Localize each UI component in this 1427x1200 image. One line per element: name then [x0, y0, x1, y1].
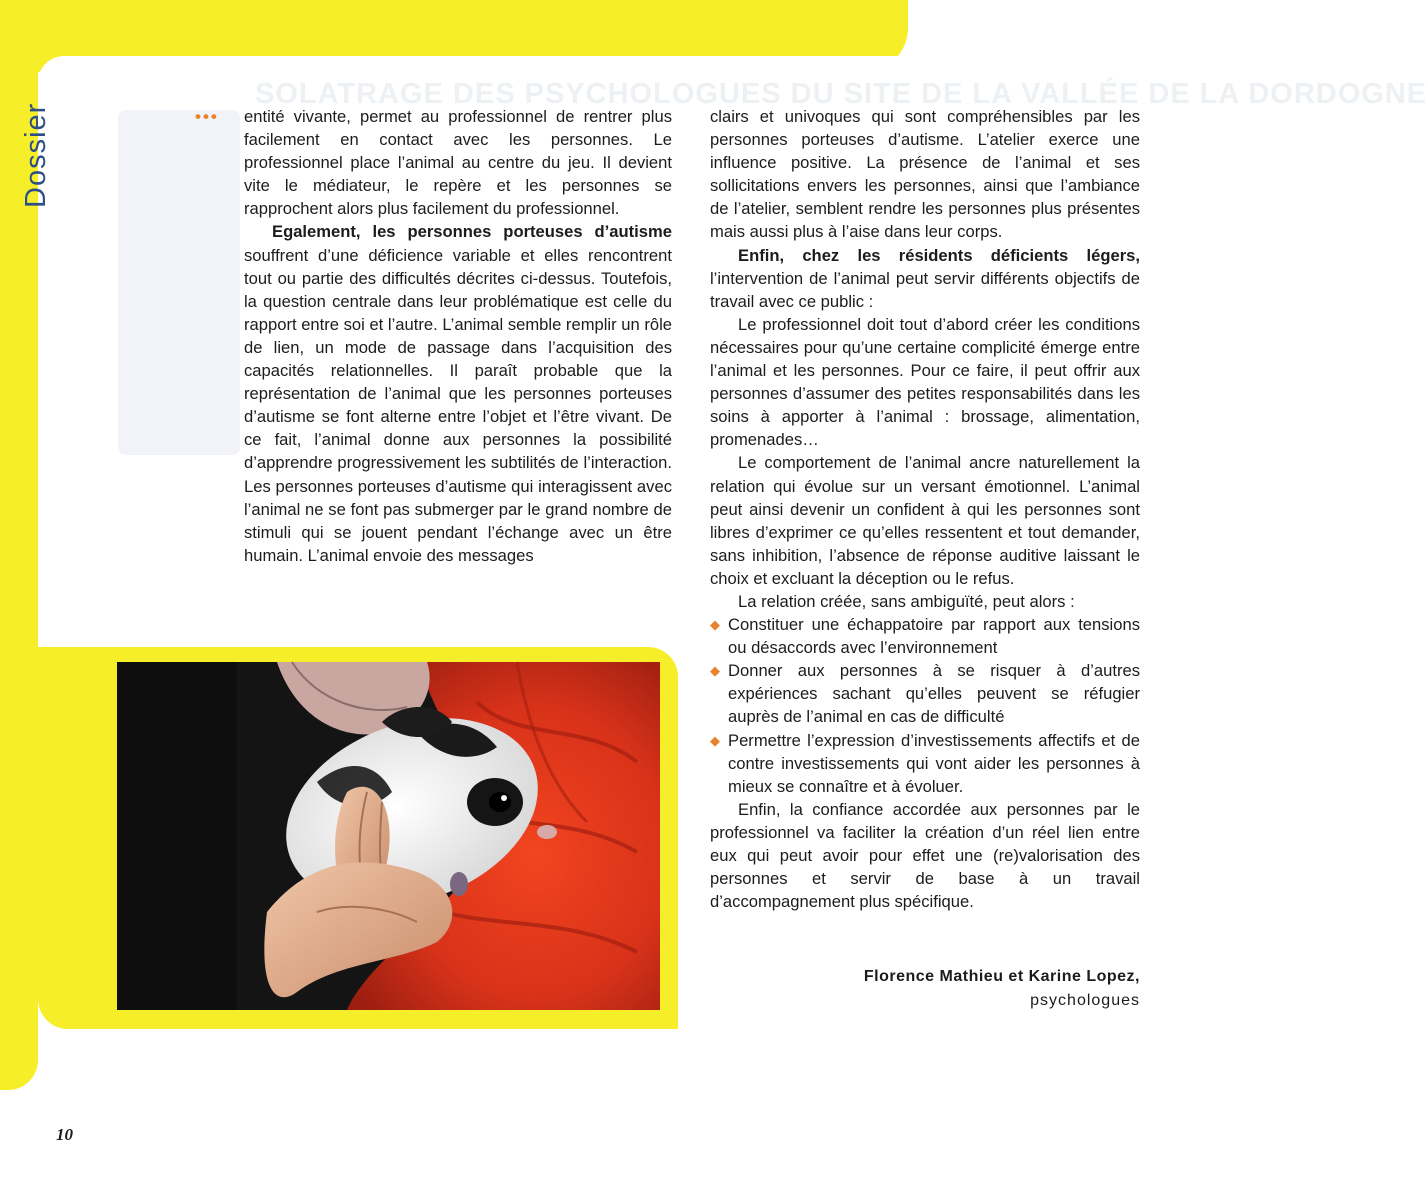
section-label: Dossier [20, 102, 52, 208]
paragraph: Le comportement de l’animal ancre naturellement la relation qui évolue sur un versant émotionnel. L’animal peut ainsi devenir un confident à qui les personnes sont libres d’exprimer ce qu’elles ressentent et tout demander, sans inhibition, l’absence de réponse auditive laissant le choix et excluant la déception ou le refus. [710, 453, 1140, 588]
paragraph-body: l’intervention de l’animal peut servir différents objectifs de travail avec ce public : [710, 268, 1140, 311]
author-role: psychologues [1030, 992, 1140, 1009]
paragraph [244, 220, 672, 566]
paragraph: La relation créée, sans ambiguïté, peut alors : [738, 591, 1075, 611]
paragraph-lead: Egalement, les personnes porteuses d’autisme [272, 222, 672, 242]
paragraph [710, 244, 1140, 313]
list-item: ◆ Constituer une échappatoire par rapport aux tensions ou désaccords avec l’environnement [710, 613, 1140, 659]
list-item: ◆ Permettre l’expression d’investissements affectifs et de contre investissements qui vont aider les personnes à mieux se connaître et à évoluer. [710, 729, 1140, 798]
author-signature [864, 965, 1140, 1013]
faded-heading-show-through: SOLATRAGE DES PSYCHOLOGUES DU SITE DE LA VALLÉE DE LA DORDOGNE [255, 78, 1427, 110]
author-names: Florence Mathieu et Karine Lopez, [863, 968, 1140, 985]
paragraph: clairs et univoques qui sont compréhensibles par les personnes porteuses d’autisme. L’atelier exerce une influence positive. La présence de l’animal et ses sollicitations envers les personnes, ainsi que l’ambiance de l’atelier, semblent rendre les personnes plus présentes mais aussi plus à l’aise dans leur corps. [710, 107, 1140, 242]
paragraph-lead: Enfin, chez les résidents déficients légers, [738, 245, 1140, 265]
paragraph: entité vivante, permet au professionnel de rentrer plus facilement en contact avec les personnes. Le professionnel place l’animal au centre du jeu. Il devient vite le médiateur, le repère et les personnes se rapprochent alors plus facilement du professionnel. [244, 107, 672, 219]
paragraph: Enfin, la confiance accordée aux personnes par le professionnel va faciliter la création d’un réel lien entre eux qui peut avoir pour effet une (re)valorisation des personnes et servir de base à un travail d’accompagnement plus spécifique. [710, 799, 1140, 912]
continuation-dots: ••• [195, 107, 219, 126]
list-item: ◆ Donner aux personnes à se risquer à d’autres expériences sachant qu’elles peuvent se réfugier auprès de l’animal en cas de difficulté [710, 659, 1140, 728]
page-number: 10 [56, 1125, 73, 1144]
faded-image-show-through [118, 110, 240, 455]
article-left-column [244, 105, 672, 567]
bullet-list [710, 613, 1140, 798]
paragraph: Le professionnel doit tout d’abord créer les conditions nécessaires pour qu’une certaine complicité émerge entre l’animal et les personnes. Pour ce faire, il peut offrir aux personnes d’assumer des petites responsabilités dans les soins à apporter à l’animal : brossage, alimentation, promenades… [710, 314, 1140, 450]
paragraph-body: souffrent d’une déficience variable et elles rencontrent tout ou partie des difficultés décrites ci-dessus. Toutefois, la question centrale dans leur problématique est celle du rapport entre soi et l’autre. L’animal semble remplir un rôle de lien, un mode de passage dans l’acquisition des capacités relationnelles. Il paraît probable que la représentation de l’animal que les personnes porteuses d’autisme se font alterne entre l’objet et l’être vivant. De ce fait, l’animal donne aux personnes la possibilité d’apprendre progressivement les subtilités de l’interaction. Les personnes porteuses d’autisme qui interagissent avec l’animal ne se font pas submerger par le grand nombre de stimuli qui se jouent pendant l’échange avec un être humain. L’animal envoie des messages [244, 245, 672, 565]
rabbit-photo [117, 662, 660, 1010]
article-right-column [710, 105, 1140, 913]
